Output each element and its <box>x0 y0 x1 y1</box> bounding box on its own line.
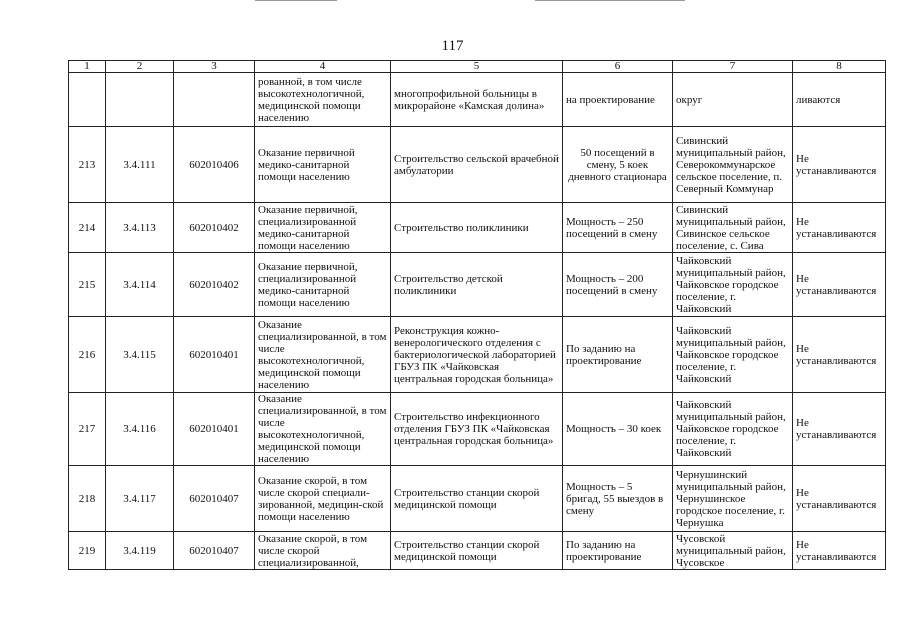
table-row <box>69 532 886 570</box>
column-header: 4 <box>255 61 391 73</box>
capacity-cell: Мощность – 200 посещений в смену <box>563 253 673 317</box>
capacity-cell: Мощность – 250 посещений в смену <box>563 203 673 253</box>
column-header: 5 <box>391 61 563 73</box>
zones-cell: Не устанавливаются <box>793 127 886 203</box>
zones-cell: Не устанавливаются <box>793 466 886 532</box>
zones-cell: Не устанавливаются <box>793 203 886 253</box>
row-number-cell: 214 <box>69 203 106 253</box>
object-cell: Строительство станции скорой медицинской помощи <box>391 466 563 532</box>
purpose-cell: Оказание первичной, специализированной медико-санитарной помощи населению <box>255 253 391 317</box>
okved-cell: 602010401 <box>174 317 255 393</box>
column-header: 7 <box>673 61 793 73</box>
okved-cell <box>174 73 255 127</box>
code-cell: 3.4.117 <box>106 466 174 532</box>
row-number-cell: 219 <box>69 532 106 570</box>
table-row <box>69 73 886 127</box>
purpose-cell: Оказание скорой, в том числе скорой специали-зированной, медицин-ской помощи населению <box>255 466 391 532</box>
location-cell: округ <box>673 73 793 127</box>
purpose-cell: рованной, в том числе высокотехнологичной, медицинской помощи населению <box>255 73 391 127</box>
capacity-cell: По заданию на проектирование <box>563 532 673 570</box>
location-cell: Чайковский муниципальный район, Чайковское городское поселение, г. Чайковский <box>673 253 793 317</box>
capacity-cell: 50 посещений в смену, 5 коек дневного стационара <box>563 127 673 203</box>
object-cell: Реконструкция кожно-венерологического отделения с бактериологической лабораторией ГБУЗ ПК «Чайковская центральная городская больница» <box>391 317 563 393</box>
zones-cell: Не устанавливаются <box>793 393 886 466</box>
code-cell: 3.4.119 <box>106 532 174 570</box>
row-number-cell: 217 <box>69 393 106 466</box>
zones-cell: Не устанавливаются <box>793 532 886 570</box>
object-cell: Строительство поликлиники <box>391 203 563 253</box>
column-number-row <box>69 61 886 73</box>
zones-cell: ливаются <box>793 73 886 127</box>
okved-cell: 602010407 <box>174 532 255 570</box>
code-cell: 3.4.111 <box>106 127 174 203</box>
object-cell: многопрофильной больницы в микрорайоне «Камская долина» <box>391 73 563 127</box>
column-header: 2 <box>106 61 174 73</box>
column-header: 3 <box>174 61 255 73</box>
page-number: 117 <box>441 38 464 54</box>
table-row <box>69 466 886 532</box>
code-cell: 3.4.115 <box>106 317 174 393</box>
purpose-cell: Оказание специализированной, в том числе высокотехнологичной, медицинской помощи населению <box>255 317 391 393</box>
top-rule-left <box>255 0 337 1</box>
capacity-cell: Мощность – 30 коек <box>563 393 673 466</box>
capacity-cell: Мощность – 5 бригад, 55 выездов в смену <box>563 466 673 532</box>
location-cell: Чайковский муниципальный район, Чайковское городское поселение, г. Чайковский <box>673 393 793 466</box>
code-cell <box>106 73 174 127</box>
capacity-cell: По заданию на проектирование <box>563 317 673 393</box>
object-cell: Строительство детской поликлиники <box>391 253 563 317</box>
table-row <box>69 317 886 393</box>
okved-cell: 602010407 <box>174 466 255 532</box>
object-cell: Строительство сельской врачебной амбулатории <box>391 127 563 203</box>
purpose-cell: Оказание скорой, в том числе скорой специализированной, <box>255 532 391 570</box>
row-number-cell: 218 <box>69 466 106 532</box>
code-cell: 3.4.114 <box>106 253 174 317</box>
document-table <box>68 60 886 570</box>
column-header: 8 <box>793 61 886 73</box>
row-number-cell <box>69 73 106 127</box>
capacity-cell: на проектирование <box>563 73 673 127</box>
table-row <box>69 393 886 466</box>
code-cell: 3.4.113 <box>106 203 174 253</box>
row-number-cell: 216 <box>69 317 106 393</box>
zones-cell: Не устанавливаются <box>793 253 886 317</box>
location-cell: Чусовской муниципальный район, Чусовское <box>673 532 793 570</box>
row-number-cell: 215 <box>69 253 106 317</box>
column-header: 6 <box>563 61 673 73</box>
table-row <box>69 127 886 203</box>
zones-cell: Не устанавливаются <box>793 317 886 393</box>
column-header: 1 <box>69 61 106 73</box>
object-cell: Строительство инфекционного отделения ГБУЗ ПК «Чайковская центральная городская больница» <box>391 393 563 466</box>
code-cell: 3.4.116 <box>106 393 174 466</box>
purpose-cell: Оказание первичной, специализированной медико-санитарной помощи населению <box>255 203 391 253</box>
location-cell: Чернушинский муниципальный район, Чернушинское городское поселение, г. Чернушка <box>673 466 793 532</box>
top-rule-right <box>535 0 685 1</box>
purpose-cell: Оказание специализированной, в том числе высокотехнологичной, медицинской помощи населению <box>255 393 391 466</box>
row-number-cell: 213 <box>69 127 106 203</box>
okved-cell: 602010402 <box>174 253 255 317</box>
okved-cell: 602010401 <box>174 393 255 466</box>
table-row <box>69 203 886 253</box>
location-cell: Чайковский муниципальный район, Чайковское городское поселение, г. Чайковский <box>673 317 793 393</box>
purpose-cell: Оказание первичной медико-санитарной помощи населению <box>255 127 391 203</box>
okved-cell: 602010406 <box>174 127 255 203</box>
location-cell: Сивинский муниципальный район, Северокоммунарское сельское поселение, п. Северный Коммунар <box>673 127 793 203</box>
okved-cell: 602010402 <box>174 203 255 253</box>
location-cell: Сивинский муниципальный район, Сивинское сельское поселение, с. Сива <box>673 203 793 253</box>
table-row <box>69 253 886 317</box>
object-cell: Строительство станции скорой медицинской помощи <box>391 532 563 570</box>
